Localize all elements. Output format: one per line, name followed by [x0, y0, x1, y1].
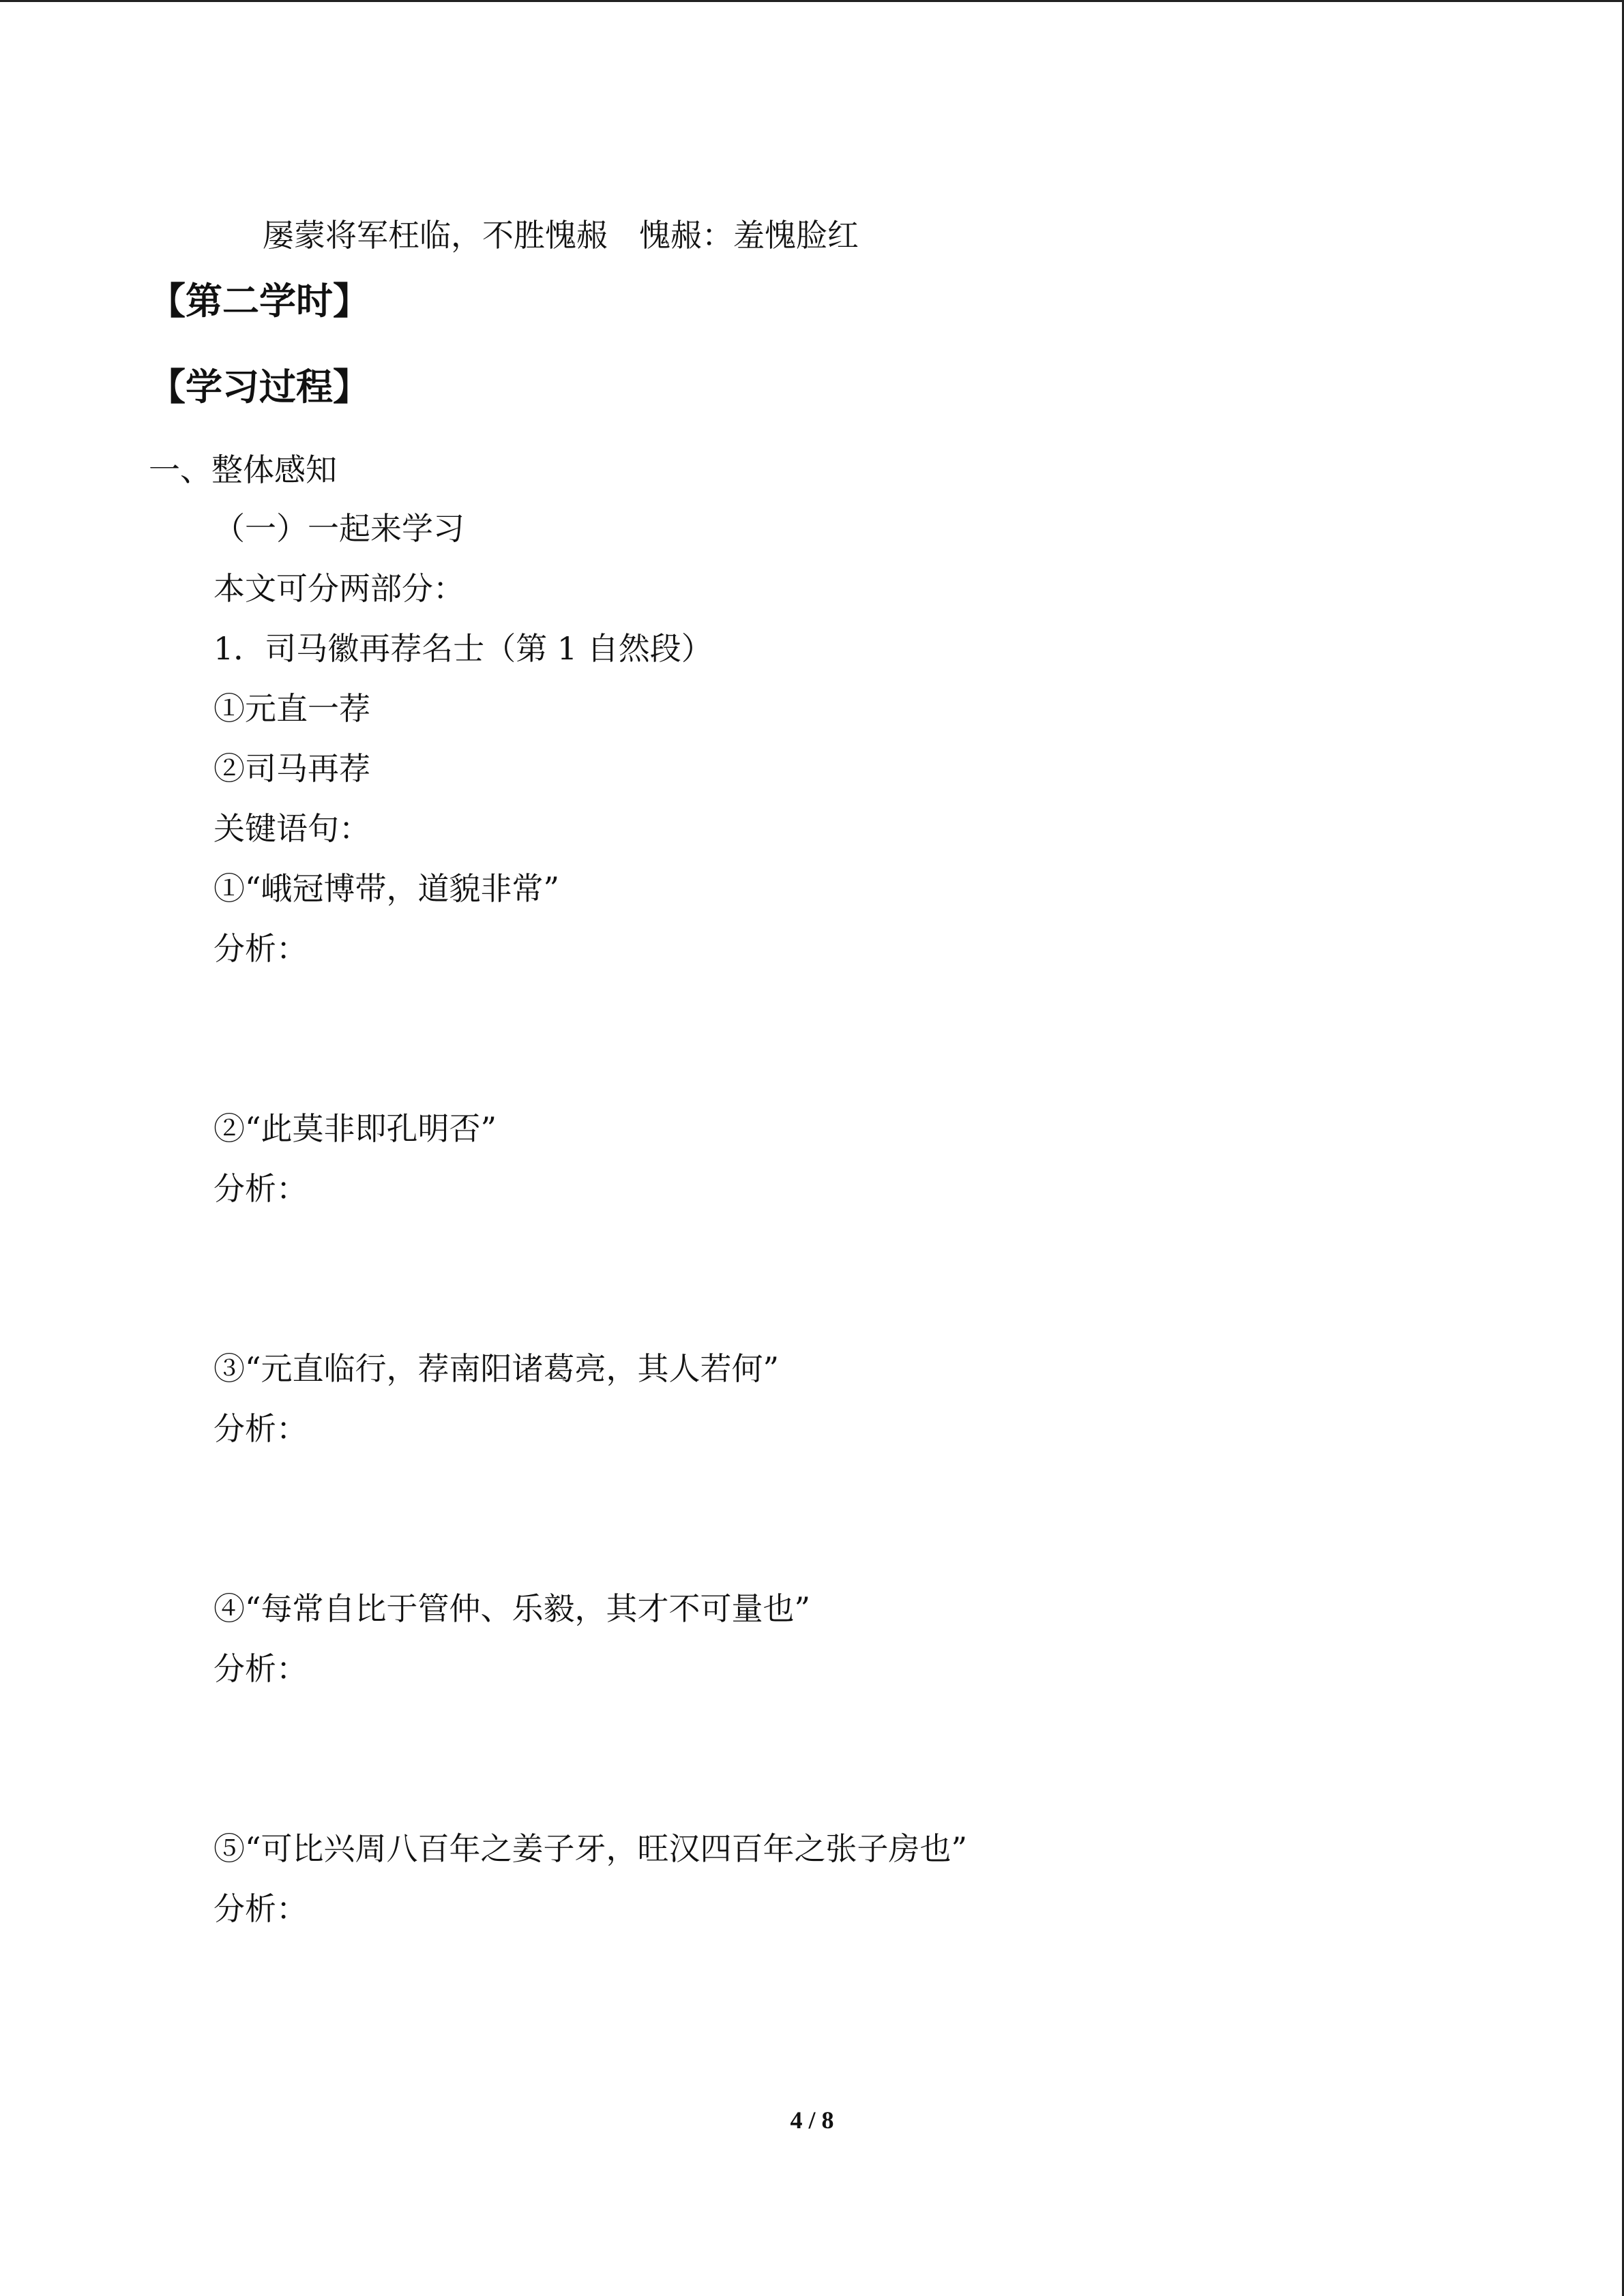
- parts-intro: 本文可分两部分：: [213, 570, 464, 607]
- key-sentences-label: 关键语句：: [213, 810, 370, 847]
- quote-2: ②“此莫非即孔明否”: [213, 1110, 497, 1147]
- quote-4: ④“每常自比于管仲、乐毅，其才不可量也”: [213, 1590, 811, 1627]
- page-number: 4 / 8: [790, 2106, 834, 2134]
- quote-1: ①“峨冠博带，道貌非常”: [213, 870, 560, 907]
- analysis-label-2: 分析：: [213, 1170, 308, 1207]
- analysis-label-4: 分析：: [213, 1650, 308, 1687]
- point-2: ②司马再荐: [213, 750, 370, 787]
- analysis-label-1: 分析：: [213, 930, 308, 967]
- analysis-label-5: 分析：: [213, 1890, 308, 1927]
- quote-5: ⑤“可比兴周八百年之姜子牙，旺汉四百年之张子房也”: [213, 1830, 968, 1867]
- analysis-label-3: 分析：: [213, 1410, 308, 1447]
- page-border-top: [0, 0, 1624, 2]
- quote-3: ③“元直临行，荐南阳诸葛亮，其人若何”: [213, 1350, 780, 1387]
- part-1-heading: 1．司马徽再荐名士（第 1 自然段）: [213, 630, 713, 667]
- heading-learning-process: 【学习过程】: [149, 365, 370, 408]
- point-1: ①元直一荐: [213, 690, 370, 727]
- subsection-learn-together: （一）一起来学习: [213, 510, 464, 547]
- intro-line: 屡蒙将军枉临，不胜愧赧 愧赧：羞愧脸红: [263, 217, 859, 254]
- section-overall-perception: 一、整体感知: [149, 451, 337, 488]
- heading-second-session: 【第二学时】: [149, 279, 370, 323]
